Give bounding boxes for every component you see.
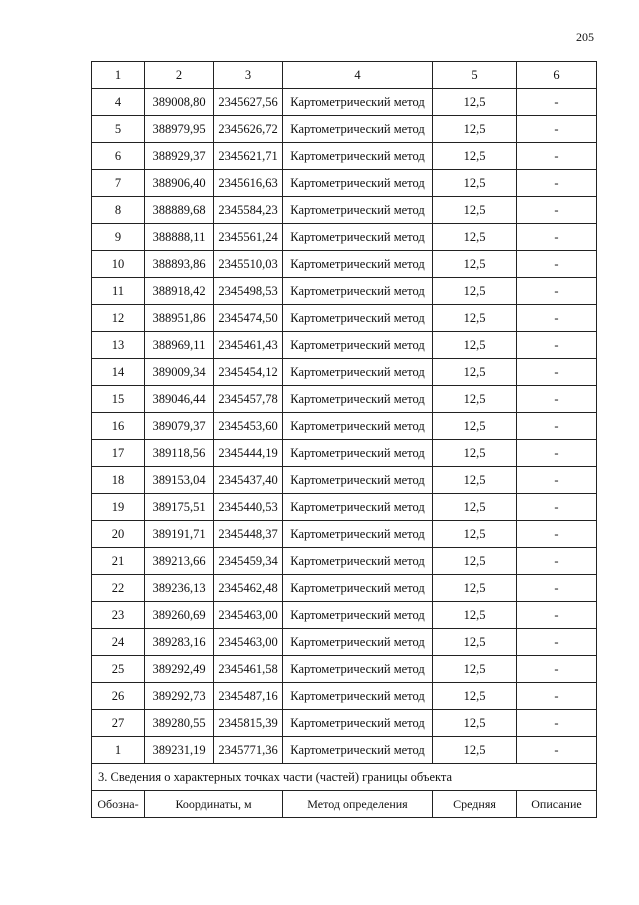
description-cell: -	[517, 656, 597, 683]
header-cell: 5	[433, 62, 517, 89]
description-cell: -	[517, 575, 597, 602]
table-row	[92, 224, 597, 251]
point-number-cell: 21	[92, 548, 145, 575]
point-number-cell: 24	[92, 629, 145, 656]
method-cell: Картометрический метод	[283, 602, 433, 629]
x-coordinate-cell: 388906,40	[145, 170, 214, 197]
table-row	[92, 548, 597, 575]
description-cell: -	[517, 467, 597, 494]
x-coordinate-cell: 389118,56	[145, 440, 214, 467]
x-coordinate-cell: 388888,11	[145, 224, 214, 251]
y-coordinate-cell: 2345461,43	[214, 332, 283, 359]
description-cell: -	[517, 602, 597, 629]
x-coordinate-cell: 389280,55	[145, 710, 214, 737]
table-header-row	[92, 62, 597, 89]
accuracy-cell: 12,5	[433, 575, 517, 602]
description-cell: -	[517, 305, 597, 332]
y-coordinate-cell: 2345626,72	[214, 116, 283, 143]
accuracy-cell: 12,5	[433, 116, 517, 143]
y-coordinate-cell: 2345510,03	[214, 251, 283, 278]
accuracy-cell: 12,5	[433, 710, 517, 737]
table-row	[92, 440, 597, 467]
point-number-cell: 14	[92, 359, 145, 386]
point-number-cell: 4	[92, 89, 145, 116]
method-cell: Картометрический метод	[283, 116, 433, 143]
y-coordinate-cell: 2345771,36	[214, 737, 283, 764]
point-number-cell: 16	[92, 413, 145, 440]
method-cell: Картометрический метод	[283, 251, 433, 278]
table-row	[92, 305, 597, 332]
table-row	[92, 197, 597, 224]
description-cell: -	[517, 413, 597, 440]
description-cell: -	[517, 278, 597, 305]
y-coordinate-cell: 2345616,63	[214, 170, 283, 197]
table-row	[92, 413, 597, 440]
point-number-cell: 19	[92, 494, 145, 521]
method-cell: Картометрический метод	[283, 305, 433, 332]
y-coordinate-cell: 2345457,78	[214, 386, 283, 413]
point-number-cell: 8	[92, 197, 145, 224]
point-number-cell: 9	[92, 224, 145, 251]
table-row	[92, 575, 597, 602]
accuracy-cell: 12,5	[433, 494, 517, 521]
y-coordinate-cell: 2345487,16	[214, 683, 283, 710]
x-coordinate-cell: 389009,34	[145, 359, 214, 386]
accuracy-cell: 12,5	[433, 143, 517, 170]
point-number-cell: 23	[92, 602, 145, 629]
page-number: 205	[576, 30, 594, 44]
x-coordinate-cell: 388889,68	[145, 197, 214, 224]
method-cell: Картометрический метод	[283, 440, 433, 467]
x-coordinate-cell: 389260,69	[145, 602, 214, 629]
header-cell: 6	[517, 62, 597, 89]
x-coordinate-cell: 389079,37	[145, 413, 214, 440]
description-cell: -	[517, 359, 597, 386]
x-coordinate-cell: 389046,44	[145, 386, 214, 413]
table-row	[92, 170, 597, 197]
y-coordinate-cell: 2345561,24	[214, 224, 283, 251]
table-row	[92, 386, 597, 413]
description-cell: -	[517, 629, 597, 656]
method-header: Метод определения	[283, 791, 433, 818]
method-cell: Картометрический метод	[283, 170, 433, 197]
method-cell: Картометрический метод	[283, 656, 433, 683]
coordinates-table	[91, 61, 597, 818]
x-coordinate-cell: 388951,86	[145, 305, 214, 332]
x-coordinate-cell: 389191,71	[145, 521, 214, 548]
description-cell: -	[517, 683, 597, 710]
y-coordinate-cell: 2345815,39	[214, 710, 283, 737]
method-cell: Картометрический метод	[283, 575, 433, 602]
point-number-cell: 26	[92, 683, 145, 710]
x-coordinate-cell: 389213,66	[145, 548, 214, 575]
point-number-cell: 1	[92, 737, 145, 764]
description-cell: -	[517, 548, 597, 575]
y-coordinate-cell: 2345440,53	[214, 494, 283, 521]
accuracy-cell: 12,5	[433, 521, 517, 548]
method-cell: Картометрический метод	[283, 521, 433, 548]
x-coordinate-cell: 388929,37	[145, 143, 214, 170]
section-title-row	[92, 764, 597, 791]
description-cell: -	[517, 251, 597, 278]
point-number-cell: 22	[92, 575, 145, 602]
x-coordinate-cell: 389008,80	[145, 89, 214, 116]
description-cell: -	[517, 386, 597, 413]
point-number-cell: 10	[92, 251, 145, 278]
table-row	[92, 359, 597, 386]
x-coordinate-cell: 389153,04	[145, 467, 214, 494]
method-cell: Картометрический метод	[283, 386, 433, 413]
y-coordinate-cell: 2345584,23	[214, 197, 283, 224]
method-cell: Картометрический метод	[283, 143, 433, 170]
description-cell: -	[517, 440, 597, 467]
x-coordinate-cell: 389231,19	[145, 737, 214, 764]
accuracy-cell: 12,5	[433, 305, 517, 332]
accuracy-cell: 12,5	[433, 170, 517, 197]
accuracy-cell: 12,5	[433, 89, 517, 116]
y-coordinate-cell: 2345474,50	[214, 305, 283, 332]
accuracy-cell: 12,5	[433, 656, 517, 683]
table-row	[92, 521, 597, 548]
accuracy-cell: 12,5	[433, 440, 517, 467]
next-table-header-row	[92, 791, 597, 818]
point-number-cell: 15	[92, 386, 145, 413]
description-cell: -	[517, 224, 597, 251]
x-coordinate-cell: 389175,51	[145, 494, 214, 521]
x-coordinate-cell: 388893,86	[145, 251, 214, 278]
point-number-cell: 18	[92, 467, 145, 494]
y-coordinate-cell: 2345453,60	[214, 413, 283, 440]
y-coordinate-cell: 2345444,19	[214, 440, 283, 467]
accuracy-cell: 12,5	[433, 359, 517, 386]
point-number-cell: 13	[92, 332, 145, 359]
description-cell: -	[517, 116, 597, 143]
description-header: Описание	[517, 791, 597, 818]
header-cell: 1	[92, 62, 145, 89]
accuracy-cell: 12,5	[433, 197, 517, 224]
point-number-cell: 27	[92, 710, 145, 737]
average-header: Средняя	[433, 791, 517, 818]
accuracy-cell: 12,5	[433, 602, 517, 629]
point-number-cell: 5	[92, 116, 145, 143]
point-number-cell: 12	[92, 305, 145, 332]
y-coordinate-cell: 2345627,56	[214, 89, 283, 116]
method-cell: Картометрический метод	[283, 224, 433, 251]
header-cell: 2	[145, 62, 214, 89]
method-cell: Картометрический метод	[283, 278, 433, 305]
y-coordinate-cell: 2345462,48	[214, 575, 283, 602]
y-coordinate-cell: 2345454,12	[214, 359, 283, 386]
description-cell: -	[517, 143, 597, 170]
x-coordinate-cell: 388969,11	[145, 332, 214, 359]
method-cell: Картометрический метод	[283, 332, 433, 359]
y-coordinate-cell: 2345463,00	[214, 629, 283, 656]
accuracy-cell: 12,5	[433, 413, 517, 440]
table-row	[92, 683, 597, 710]
method-cell: Картометрический метод	[283, 359, 433, 386]
point-number-cell: 25	[92, 656, 145, 683]
table-row	[92, 89, 597, 116]
method-cell: Картометрический метод	[283, 629, 433, 656]
y-coordinate-cell: 2345463,00	[214, 602, 283, 629]
table-row	[92, 629, 597, 656]
y-coordinate-cell: 2345437,40	[214, 467, 283, 494]
accuracy-cell: 12,5	[433, 332, 517, 359]
x-coordinate-cell: 388918,42	[145, 278, 214, 305]
accuracy-cell: 12,5	[433, 737, 517, 764]
method-cell: Картометрический метод	[283, 197, 433, 224]
description-cell: -	[517, 332, 597, 359]
table-row	[92, 251, 597, 278]
accuracy-cell: 12,5	[433, 629, 517, 656]
table-row	[92, 116, 597, 143]
section-title: 3. Сведения о характерных точках части (частей) границы объекта	[92, 764, 597, 791]
header-cell: 3	[214, 62, 283, 89]
x-coordinate-cell: 389292,73	[145, 683, 214, 710]
header-cell: 4	[283, 62, 433, 89]
point-number-cell: 7	[92, 170, 145, 197]
y-coordinate-cell: 2345498,53	[214, 278, 283, 305]
method-cell: Картометрический метод	[283, 710, 433, 737]
table-row	[92, 494, 597, 521]
accuracy-cell: 12,5	[433, 386, 517, 413]
method-cell: Картометрический метод	[283, 548, 433, 575]
accuracy-cell: 12,5	[433, 224, 517, 251]
accuracy-cell: 12,5	[433, 278, 517, 305]
method-cell: Картометрический метод	[283, 737, 433, 764]
method-cell: Картометрический метод	[283, 89, 433, 116]
table-row	[92, 656, 597, 683]
y-coordinate-cell: 2345461,58	[214, 656, 283, 683]
point-number-cell: 20	[92, 521, 145, 548]
designation-header: Обозна-	[92, 791, 145, 818]
accuracy-cell: 12,5	[433, 683, 517, 710]
point-number-cell: 11	[92, 278, 145, 305]
description-cell: -	[517, 89, 597, 116]
method-cell: Картометрический метод	[283, 413, 433, 440]
y-coordinate-cell: 2345459,34	[214, 548, 283, 575]
x-coordinate-cell: 388979,95	[145, 116, 214, 143]
point-number-cell: 6	[92, 143, 145, 170]
table-row	[92, 143, 597, 170]
table-row	[92, 278, 597, 305]
description-cell: -	[517, 521, 597, 548]
table-row	[92, 602, 597, 629]
accuracy-cell: 12,5	[433, 548, 517, 575]
description-cell: -	[517, 197, 597, 224]
coordinates-header: Координаты, м	[145, 791, 283, 818]
table-row	[92, 332, 597, 359]
table-row	[92, 710, 597, 737]
method-cell: Картометрический метод	[283, 494, 433, 521]
method-cell: Картометрический метод	[283, 683, 433, 710]
table-row	[92, 467, 597, 494]
x-coordinate-cell: 389236,13	[145, 575, 214, 602]
description-cell: -	[517, 170, 597, 197]
y-coordinate-cell: 2345448,37	[214, 521, 283, 548]
description-cell: -	[517, 710, 597, 737]
y-coordinate-cell: 2345621,71	[214, 143, 283, 170]
description-cell: -	[517, 494, 597, 521]
description-cell: -	[517, 737, 597, 764]
accuracy-cell: 12,5	[433, 467, 517, 494]
x-coordinate-cell: 389292,49	[145, 656, 214, 683]
x-coordinate-cell: 389283,16	[145, 629, 214, 656]
method-cell: Картометрический метод	[283, 467, 433, 494]
accuracy-cell: 12,5	[433, 251, 517, 278]
table-row	[92, 737, 597, 764]
point-number-cell: 17	[92, 440, 145, 467]
